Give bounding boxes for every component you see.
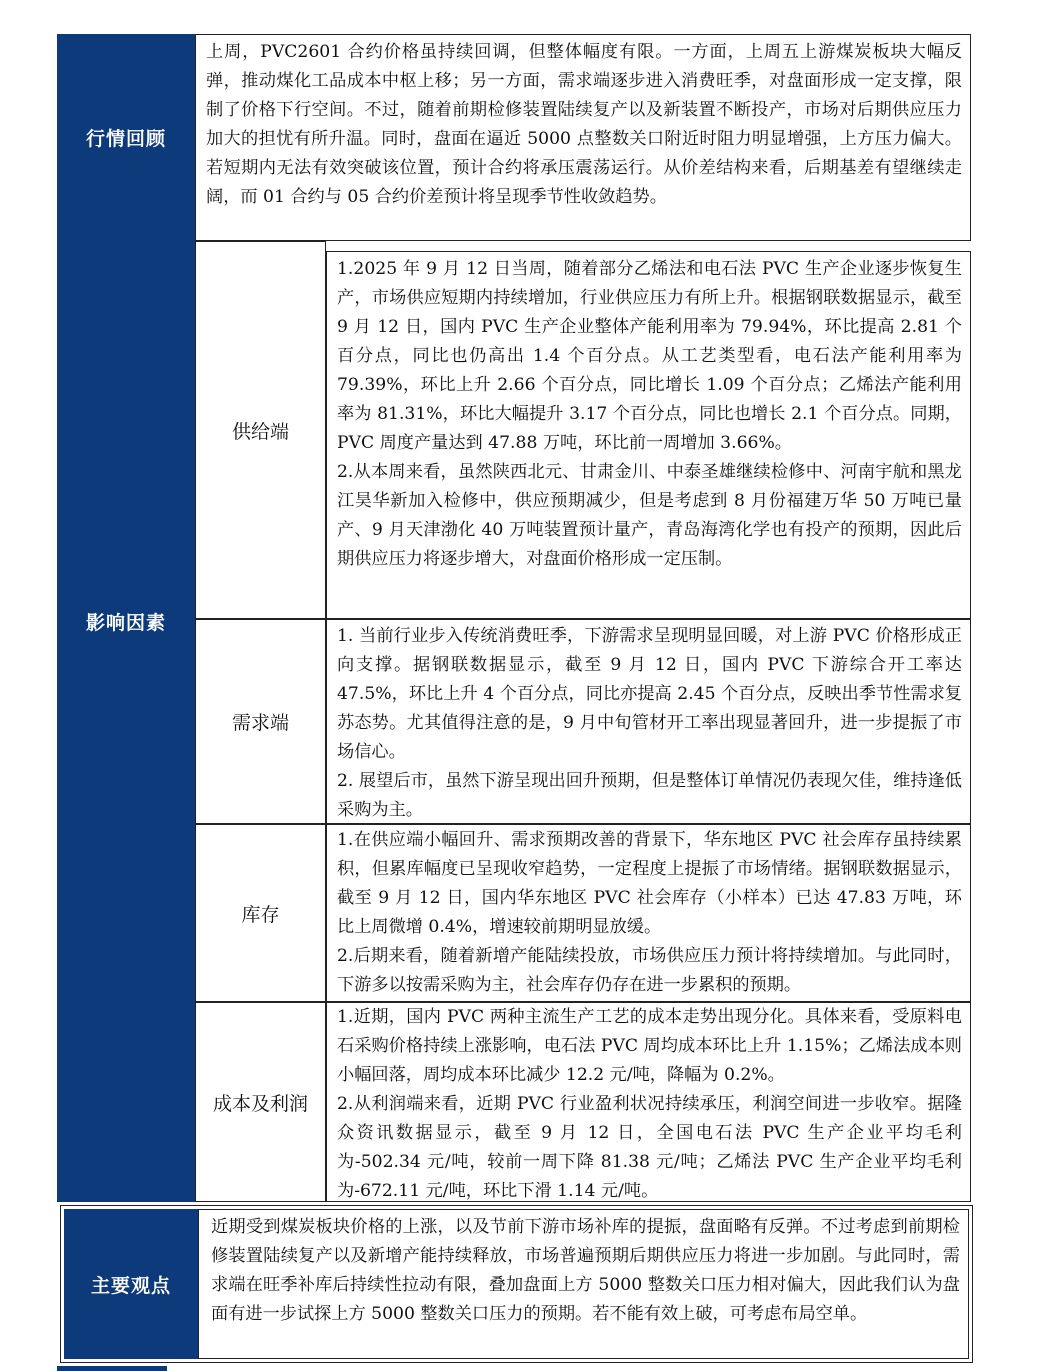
main-view-label	[64, 1209, 198, 1359]
supply-paragraph-2: 2.从本周来看，虽然陕西北元、甘肃金川、中泰圣雄继续检修中、河南宇航和黑龙江昊华新加入检修中，供应预期减少，但是考虑到 8 月份福建万华 50 万吨已量产、9 月天津渤化 40 万吨装置预计量产，青岛海湾化学也有投产的预期，因此后期供应压力将逐步增大，对盘面价格形成一定压制。	[337, 462, 962, 569]
inventory-paragraph-2: 2.后期来看，随着新增产能陆续投放，市场供应压力预计将持续增加。与此同时，下游多以按需采购为主，社会库存仍存在进一步累积的预期。	[337, 946, 962, 995]
cost-profit-text	[326, 1002, 971, 1202]
market-review-text	[195, 34, 971, 241]
cost-profit-paragraph-2: 2.从利润端来看，近期 PVC 行业盈利状况持续承压，利润空间进一步收窄。据隆众资讯数据显示，截至 9 月 12 日，全国电石法 PVC 生产企业平均毛利为-502.34 元/吨，较前一周下降 81.38 元/吨；乙烯法 PVC 生产企业平均毛利为-672.11 元/吨，环比下滑 1.14 元/吨。	[337, 1094, 962, 1201]
main-view-label-text: 主要观点	[90, 1274, 171, 1297]
cost-profit-label-text: 成本及利润	[212, 1092, 308, 1115]
factors-label-text: 影响因素	[85, 612, 166, 634]
supply-paragraph-1: 1.2025 年 9 月 12 日当周，随着部分乙烯法和电石法 PVC 生产企业逐步恢复生产，市场供应短期内持续增加，行业供应压力有所上升。根据钢联数据显示，截至 9 月 12 日，国内 PVC 生产企业整体产能利用率为 79.94%，环比提高 2.81 个百分点，同比也仍高出 1.4 个百分点。从工艺类型看，电石法产能利用率为 79.39%，环比上升 2.66 个百分点，同比增长 1.09 个百分点；乙烯法产能利用率为 81.31%，环比大幅提升 3.17 个百分点，同比也增长 2.1 个百分点。同期，PVC 周度产量达到 47.88 万吨，环比前一周增加 3.66%。	[337, 259, 962, 453]
supply-label	[195, 241, 326, 619]
cost-profit-side	[57, 1002, 195, 1202]
demand-text	[326, 619, 971, 824]
demand-paragraph-2: 2. 展望后市，虽然下游呈现出回升预期，但是整体订单情况仍表现欠佳，维持逢低采购为主。	[337, 771, 962, 820]
supply-text	[326, 251, 971, 619]
main-view-paragraph: 近期受到煤炭板块价格的上涨，以及节前下游市场补库的提振，盘面略有反弹。不过考虑到前期检修装置陆续复产以及新增产能持续释放，市场普遍预期后期供应压力将进一步加剧。与此同时，需求端在旺季补库后持续性拉动有限，叠加盘面上方 5000 整数关口压力相对偏大，因此我们认为盘面有进一步试探上方 5000 整数关口压力的预期。若不能有效上破，可考虑布局空单。	[211, 1217, 960, 1324]
inventory-text	[326, 824, 971, 1002]
inventory-label	[195, 824, 326, 1002]
inventory-label-text: 库存	[241, 903, 280, 926]
demand-label	[195, 619, 326, 824]
supply-label-text: 供给端	[231, 420, 289, 443]
market-review-label-text: 行情回顾	[85, 128, 166, 150]
cost-profit-label	[195, 1002, 326, 1202]
market-review-label	[57, 34, 195, 241]
inventory-paragraph-1: 1.在供应端小幅回升、需求预期改善的背景下，华东地区 PVC 社会库存虽持续累积，但累库幅度已呈现收窄趋势，一定程度上提振了市场情绪。据钢联数据显示，截至 9 月 12 日，国内华东地区 PVC 社会库存（小样本）已达 47.83 万吨，环比上周微增 0.4%，增速较前期明显放缓。	[337, 830, 962, 937]
factors-label	[57, 241, 195, 1002]
main-view-text	[198, 1209, 969, 1359]
demand-paragraph-1: 1. 当前行业步入传统消费旺季，下游需求呈现明显回暖，对上游 PVC 价格形成正向支撑。据钢联数据显示，截至 9 月 12 日，国内 PVC 下游综合开工率达 47.5%，环比上升 4 个百分点，同比亦提高 2.45 个百分点，反映出季节性需求复苏态势。尤其值得注意的是，9 月中旬管材开工率出现显著回升，进一步提振了市场信心。	[337, 626, 962, 762]
demand-label-text: 需求端	[231, 712, 289, 734]
market-review-paragraph: 上周，PVC2601 合约价格虽持续回调，但整体幅度有限。一方面，上周五上游煤炭板块大幅反弹，推动煤化工品成本中枢上移；另一方面，需求端逐步进入消费旺季，对盘面形成一定支撑，限制了价格下行空间。不过，随着前期检修装置陆续复产以及新装置不断投产，市场对后期供应压力加大的担忧有所升温。同时，盘面在逼近 5000 点整数关口附近时阻力明显增强，上方压力偏大。若短期内无法有效突破该位置，预计合约将承压震荡运行。从价差结构来看，后期基差有望继续走阔，而 01 合约与 05 合约价差预计将呈现季节性收敛趋势。	[206, 42, 962, 207]
cost-profit-paragraph-1: 1.近期，国内 PVC 两种主流生产工艺的成本走势出现分化。具体来看，受原料电石采购价格持续上涨影响，电石法 PVC 周均成本环比上升 1.15%；乙烯法成本则小幅回落，周均成本环比减少 12.2 元/吨，降幅为 0.2%。	[337, 1007, 962, 1085]
footer-accent-bar	[57, 1366, 167, 1371]
